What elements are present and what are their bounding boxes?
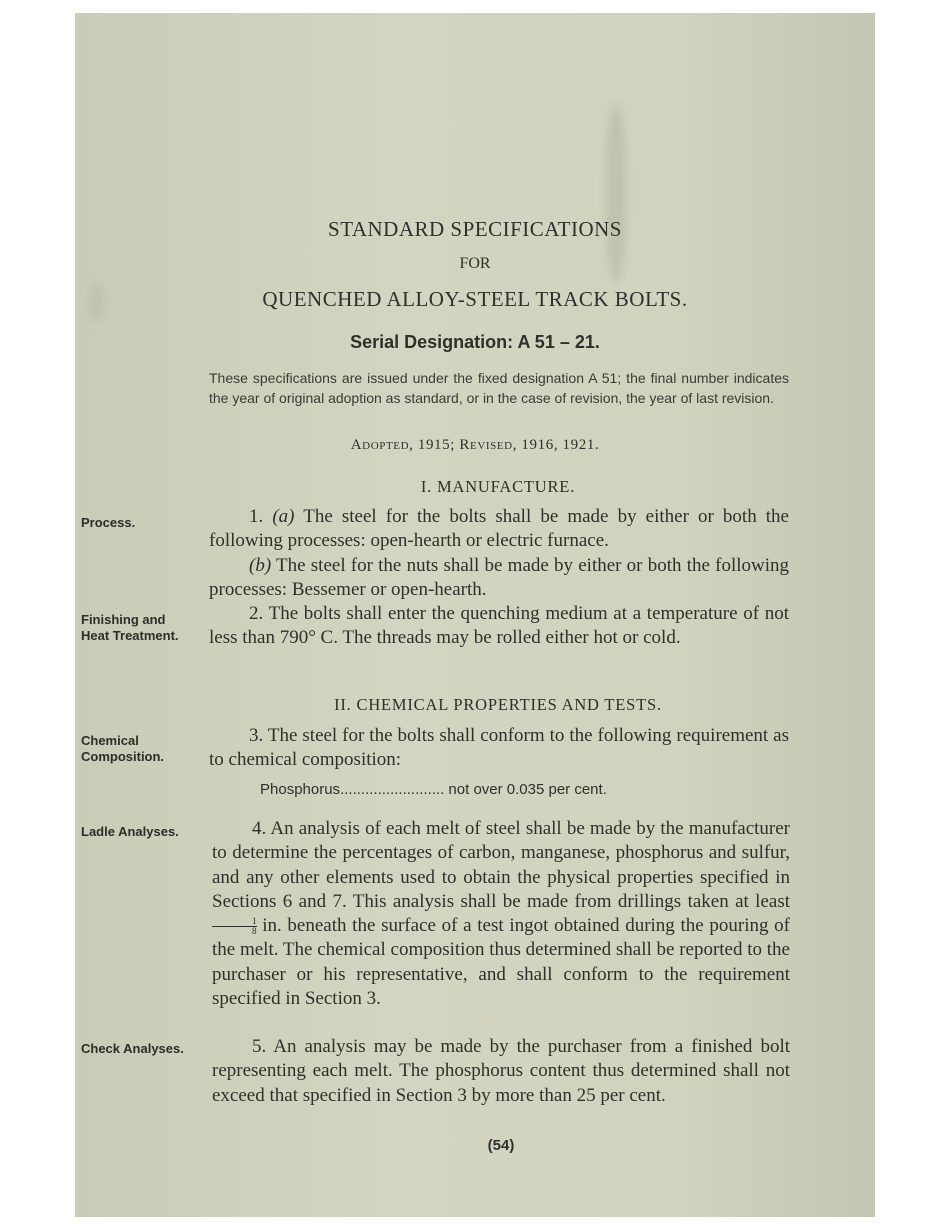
adoption-line [75,437,875,454]
paragraph-2-text: 2. The bolts shall enter the quenching medium at a temperature of not less than 790° C. The threads may be rolled either hot or cold. [209,603,789,649]
paragraph-4-text [212,817,790,1011]
fraction-one-eighth [212,917,257,936]
paragraph-4 [212,817,790,1011]
sidenote-check: Check Analyses. [81,1041,184,1056]
requirement-leader: ......................... [340,781,445,798]
requirement-element: Phosphorus [260,781,341,798]
revised-label: Revised, [459,437,518,453]
paragraph-5 [212,1035,790,1108]
issue-note: These specifications are issued under the fixed designation A 51; the final number indicates the year of original adoption as standard, or in the case of revision, the year of last revision. [209,370,789,406]
section-heading-chemical: II. CHEMICAL PROPERTIES AND TESTS. [334,695,662,714]
requirement-limit: not over 0.035 per cent. [448,781,607,798]
fraction-numerator: 1 [212,917,257,927]
revised-years: 1916, 1921. [521,437,600,453]
page-number: (54) [487,1137,515,1154]
adopted-year: 1915; [417,437,456,453]
scanned-page [75,13,875,1217]
serial-designation: Serial Designation: A 51 – 21. [350,332,600,352]
paragraph-1 [209,505,789,602]
requirement-row [260,781,607,798]
paragraph-2 [209,602,789,651]
paragraph-1b-label: (b) [249,554,272,576]
fraction-denominator: 8 [252,926,257,937]
paragraph-5-text: 5. An analysis may be made by the purchaser from a finished bolt representing each melt. The phosphorus content thus determined shall not exceed that specified in Section 3 by more than 25 per cent. [212,1036,790,1106]
sidenote-chemical [81,733,164,765]
sidenote-process: Process. [81,515,136,530]
paragraph-3-text: 3. The steel for the bolts shall conform to the following requirement as to chemical composition: [209,725,789,771]
paragraph-1a-text: The steel for the bolts shall be made by either or both the following processes: open-hearth or electric furnace. [209,506,789,552]
paragraph-1b-text: The steel for the nuts shall be made by either or both the following processes: Bessemer or open-hearth. [209,554,789,600]
paragraph-4-text-after: in. beneath the surface of a test ingot obtained during the pouring of the melt. The chemical composition thus determined shall be reported to the purchaser or his representative, and shall conform to the requirement specified in Section 3. [212,915,791,1010]
sidenote-chemical-line-2: Composition. [81,749,165,764]
paragraph-1a-label: (a) [272,506,295,527]
paragraph-1-number: 1. [249,506,264,527]
section-heading-manufacture: I. MANUFACTURE. [420,477,576,496]
paragraph-3 [209,724,789,773]
title-line-1: STANDARD SPECIFICATIONS [328,217,622,241]
sidenote-finishing-line-1: Finishing and [81,612,166,627]
title-line-2: QUENCHED ALLOY-STEEL TRACK BOLTS. [262,287,688,311]
paragraph-4-text-before: 4. An analysis of each melt of steel shall be made by the manufacturer to determine the percentages of carbon, manganese, phosphorus and sulfur, and any other elements used to obtain the physical properties specified in Sections 6 and 7. This analysis shall be made from drillings taken at least [212,818,790,912]
sidenote-finishing-line-2: Heat Treatment. [81,628,179,643]
paragraph-1a [209,505,789,554]
sidenote-chemical-line-1: Chemical [81,733,139,748]
sidenote-finishing [81,612,179,644]
paragraph-1b [209,554,789,603]
title-for: FOR [459,255,491,272]
sidenote-ladle: Ladle Analyses. [81,824,179,839]
adopted-label: Adopted, [350,437,414,453]
